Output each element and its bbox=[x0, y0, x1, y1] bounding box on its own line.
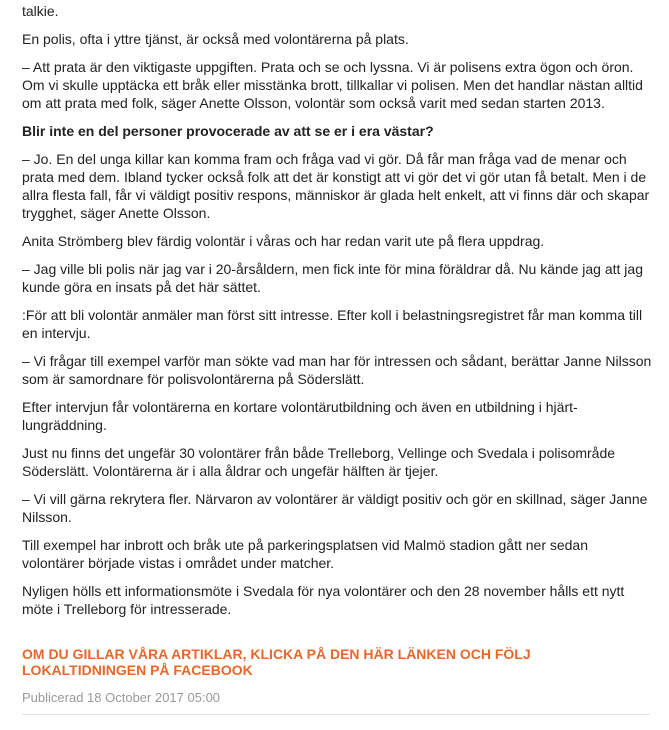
article-paragraph: Efter intervjun får volontärerna en kortare volontärutbildning och även en utbildning i hjärt-lungräddning. bbox=[22, 399, 578, 433]
article-paragraphs bbox=[22, 2, 652, 618]
article-question: Blir inte en del personer provocerade av att se er i era västar? bbox=[22, 123, 434, 139]
article-paragraph: – Vi vill gärna rekrytera fler. Närvaron av volontärer är väldigt positiv och gör en skillnad, säger Janne Nilsson. bbox=[22, 491, 648, 525]
article-body bbox=[22, 0, 652, 715]
article-paragraph: En polis, ofta i yttre tjänst, är också med volontärerna på plats. bbox=[22, 31, 409, 47]
footer-divider bbox=[22, 714, 650, 715]
article-paragraph: – Vi frågar till exempel varför man sökte vad man har för intressen och sådant, berättar Janne Nilsson som är samordnare för polisvolontärerna på Söderslätt. bbox=[22, 353, 652, 387]
facebook-follow-link[interactable]: OM DU GILLAR VÅRA ARTIKLAR, KLICKA PÅ DEN HÄR LÄNKEN OCH FÖLJ LOKALTIDNINGEN PÅ FACEBOOK bbox=[22, 646, 531, 678]
article-paragraph: – Jag ville bli polis när jag var i 20-årsåldern, men fick inte för mina föräldrar då. Nu kände jag att jag kunde göra en insats på det här sättet. bbox=[22, 261, 643, 295]
published-date: Publicerad 18 October 2017 05:00 bbox=[22, 690, 221, 705]
article-paragraph: :För att bli volontär anmäler man först sitt intresse. Efter koll i belastningsregistret får man komma till en intervju. bbox=[22, 307, 643, 341]
article-paragraph: – Att prata är den viktigaste uppgiften. Prata och se och lyssna. Vi är polisens extra ögon och öron. Om vi skulle upptäcka ett bråk eller misstänka brott, tillkallar vi polisen. Men det handlar nästan alltid om att prata med folk, säger Anette Olsson, volontär som också varit med sedan starten 2013. bbox=[22, 59, 643, 111]
article-paragraph: Till exempel har inbrott och bråk ute på parkeringsplatsen vid Malmö stadion gått ner sedan volontärer började vistas i området under matcher. bbox=[22, 537, 589, 571]
article-paragraph: Nyligen hölls ett informationsmöte i Svedala för nya volontärer och den 28 november hålls ett nytt möte i Trelleborg för intresserade. bbox=[22, 583, 625, 617]
article-paragraph: Anita Strömberg blev färdig volontär i våras och har redan varit ute på flera uppdrag. bbox=[22, 233, 545, 249]
article-paragraph: talkie. bbox=[22, 3, 59, 19]
article-paragraph: Just nu finns det ungefär 30 volontärer från både Trelleborg, Vellinge och Svedala i polisområde Söderslätt. Volontärerna är i alla åldrar och ungefär hälften är tjejer. bbox=[22, 445, 616, 479]
article-paragraph: – Jo. En del unga killar kan komma fram och fråga vad vi gör. Då får man fråga vad de menar och prata med dem. Ibland tycker också folk att det är konstigt att vi gör det vi gör utan få betalt. Men i de allra flesta fall, får vi väldigt positiv respons, människor är glada helt enkelt, att vi finns där och skapar trygghet, säger Anette Olsson. bbox=[22, 151, 650, 221]
